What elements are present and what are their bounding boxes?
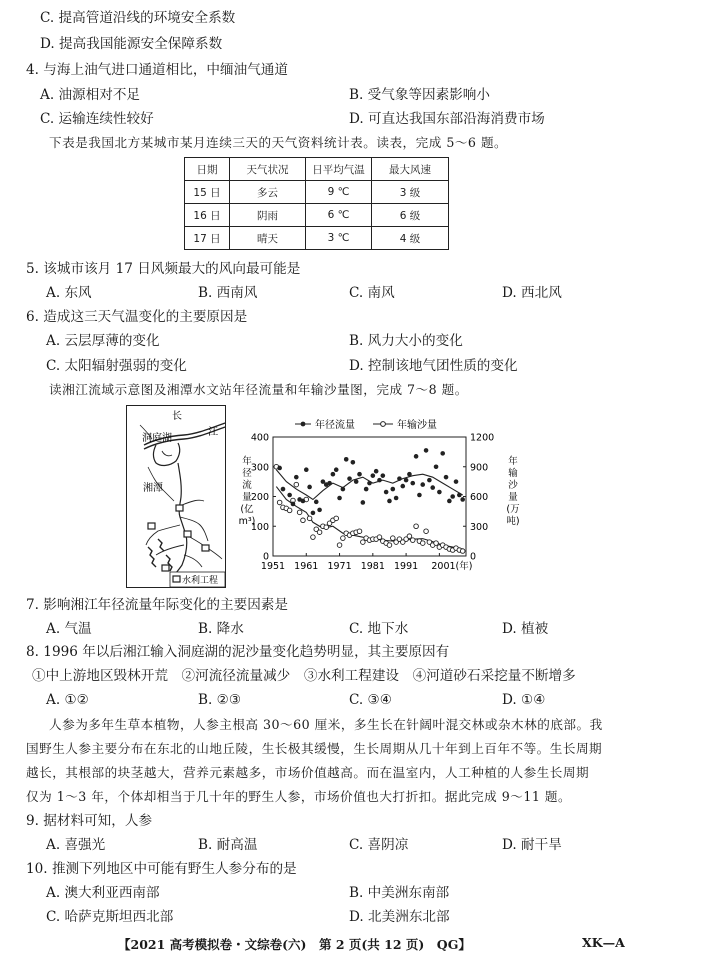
q4-option-b: B. 受气象等因素影响小 (349, 87, 490, 103)
q5-stem: 5. 该城市该月 17 日风频最大的风向最可能是 (26, 261, 301, 277)
runoff-point (347, 476, 352, 481)
runoff-point (374, 469, 379, 474)
x-tick-label: 1971 (327, 561, 352, 572)
runoff-point (397, 476, 402, 481)
map-label-chang: 长 (172, 411, 182, 422)
intro-5-6: 下表是我国北方某城市某月连续三天的天气资料统计表。读表，完成 5～6 题。 (49, 135, 508, 150)
sediment-point (324, 525, 329, 530)
q5-option-a: A. 东风 (46, 285, 92, 301)
legend-marker-sediment (381, 422, 386, 427)
runoff-point (277, 466, 282, 471)
runoff-point (424, 448, 429, 453)
table-cell: 阴雨 (230, 204, 306, 227)
y-right-axis-label: 年输沙量(万吨) (506, 456, 520, 527)
runoff-point (387, 499, 392, 504)
xiangjiang-basin-map (126, 405, 226, 588)
material-paragraph-line: 人参为多年生草本植物，人参主根高 30～60 厘米，多生长在针阔叶混交林或杂木林的底部。我 (49, 717, 603, 732)
runoff-point (301, 499, 306, 504)
runoff-point (291, 502, 296, 507)
footer-code: XK—A (582, 935, 625, 950)
runoff-point (307, 485, 312, 490)
q10-stem: 10. 推测下列地区中可能有野生人参分布的是 (26, 861, 297, 877)
table-cell: 16 日 (185, 204, 230, 227)
runoff-point (341, 487, 346, 492)
q7-option-a: A. 气温 (46, 621, 92, 637)
runoff-point (367, 481, 372, 486)
runoff-point (327, 481, 332, 486)
q3-option-d: D. 提高我国能源安全保障系数 (40, 36, 223, 52)
runoff-point (371, 473, 376, 478)
runoff-sediment-chart (233, 412, 520, 582)
q9-option-a: A. 喜强光 (46, 837, 106, 853)
y-left-tick-label: 200 (250, 492, 269, 503)
table-cell: 3 级 (372, 181, 449, 204)
legend-marker-runoff (301, 422, 306, 427)
map-label-dongting: 洞庭湖 (142, 433, 172, 444)
table-cell: 6 级 (372, 204, 449, 227)
runoff-point (404, 478, 409, 483)
material-paragraph-line: 仅为 1～3 年，个体却相当于几十年的野生人参，市场价值也大打折扣。据此完成 9～11 题。 (26, 789, 572, 804)
q8-option-c: C. ③④ (349, 692, 392, 708)
q4-option-c: C. 运输连续性较好 (40, 111, 154, 127)
runoff-point (447, 499, 452, 504)
q6-option-b: B. 风力大小的变化 (349, 333, 463, 349)
material-paragraph-line: 国野生人参主要分布在东北的山地丘陵，生长极其缓慢，生长周期从几十年到上百年不等。生长周期 (26, 741, 603, 756)
runoff-point (410, 481, 415, 486)
sediment-point (361, 540, 366, 545)
q9-option-c: C. 喜阴凉 (349, 837, 409, 853)
legend-label-runoff: 年径流量 (315, 420, 355, 431)
runoff-point (304, 467, 309, 472)
sediment-point (460, 549, 465, 554)
dam-icon (202, 545, 209, 551)
x-tick-label: 1961 (294, 561, 319, 572)
y-left-tick-label: 300 (250, 462, 269, 474)
table-cell: 15 日 (185, 181, 230, 204)
y-right-tick-label: 900 (470, 462, 489, 474)
runoff-point (317, 508, 322, 513)
x-tick-label: 2001(年) (431, 561, 473, 572)
q4-option-d: D. 可直达我国东部沿海消费市场 (349, 111, 545, 127)
runoff-point (414, 454, 419, 459)
dam-icon (148, 523, 155, 529)
x-tick-label: 1981 (360, 561, 385, 572)
q8-stem: 8. 1996 年以后湘江输入洞庭湖的泥沙量变化趋势明显，其主要原因有 (26, 644, 450, 660)
table-cell: 9 ℃ (306, 181, 372, 204)
table-row (185, 181, 449, 204)
sediment-point (311, 535, 316, 540)
dam-icon (176, 505, 183, 511)
sediment-point (341, 536, 346, 541)
map-legend-label: 水利工程 (182, 576, 219, 586)
q10-option-a: A. 澳大利亚西南部 (46, 885, 160, 901)
sediment-point (377, 535, 382, 540)
runoff-point (351, 460, 356, 465)
runoff-point (407, 472, 412, 477)
runoff-point (337, 496, 342, 501)
runoff-point (460, 497, 465, 502)
q10-option-b: B. 中美洲东南部 (349, 885, 450, 901)
q6-option-c: C. 太阳辐射强弱的变化 (46, 358, 187, 374)
q6-stem: 6. 造成这三天气温变化的主要原因是 (26, 309, 248, 325)
table-row (185, 227, 449, 250)
runoff-point (390, 487, 395, 492)
runoff-point (361, 500, 366, 505)
sediment-point (297, 510, 302, 515)
legend-label-sediment: 年输沙量 (397, 420, 437, 431)
q10-option-d: D. 北美洲东北部 (349, 909, 450, 925)
runoff-point (381, 473, 386, 478)
table-header-cell: 天气状况 (230, 158, 306, 181)
sediment-point (337, 543, 342, 548)
sediment-point (357, 529, 362, 534)
q7-stem: 7. 影响湘江年径流量年际变化的主要因素是 (26, 597, 288, 613)
sediment-point (420, 541, 425, 546)
sediment-point (294, 482, 299, 487)
runoff-point (437, 490, 442, 495)
dam-icon (184, 531, 191, 537)
table-header-cell: 日平均气温 (306, 158, 372, 181)
sediment-point (387, 543, 392, 548)
y-left-tick-label: 0 (262, 551, 269, 563)
q3-option-c: C. 提高管道沿线的环境安全系数 (40, 10, 236, 26)
q4-option-a: A. 油源相对不足 (40, 87, 141, 103)
q7-option-d: D. 植被 (502, 621, 549, 637)
q5-option-d: D. 西北风 (502, 285, 562, 301)
runoff-point (281, 487, 286, 492)
table-cell: 4 级 (372, 227, 449, 250)
runoff-point (354, 479, 359, 484)
runoff-point (384, 490, 389, 495)
q5-option-b: B. 西南风 (198, 285, 258, 301)
sediment-point (307, 516, 312, 521)
table-cell: 晴天 (230, 227, 306, 250)
q7-option-b: B. 降水 (198, 621, 244, 637)
runoff-point (434, 464, 439, 469)
intro-7-8: 读湘江流域示意图及湘潭水文站年径流量和年输沙量图，完成 7～8 题。 (49, 382, 468, 397)
runoff-point (344, 457, 349, 462)
y-left-axis-label: 年径流量(亿 m³) (238, 456, 256, 527)
footer-exam-title: 【2021 高考模拟卷・文综卷(六) 第 2 页(共 12 页) QG】 (118, 937, 471, 952)
sediment-point (407, 534, 412, 539)
runoff-point (311, 511, 316, 516)
weather-table (184, 157, 449, 250)
runoff-point (364, 487, 369, 492)
runoff-point (357, 472, 362, 477)
runoff-point (440, 451, 445, 456)
x-tick-label: 1991 (394, 561, 419, 572)
dam-icon (162, 565, 169, 571)
table-cell: 17 日 (185, 227, 230, 250)
map-label-xiangtan: 湘潭 (143, 483, 163, 494)
x-tick-label: 1951 (260, 561, 286, 572)
sediment-point (414, 524, 419, 529)
q8-statements: ①中上游地区毁林开荒 ②河流径流量减少 ③水利工程建设 ④河道砂石采挖量不断增多 (32, 668, 576, 684)
table-row (185, 204, 449, 227)
sediment-point (410, 538, 415, 543)
q9-stem: 9. 据材料可知，人参 (26, 813, 153, 829)
y-right-tick-label: 1200 (470, 432, 495, 444)
q4-stem: 4. 与海上油气进口通道相比，中缅油气通道 (26, 62, 288, 78)
material-paragraph-line: 越长，其根部的块茎越大，营养元素越多，市场价值越高。而在温室内，人工种植的人参生长周期 (26, 765, 590, 780)
runoff-point (400, 484, 405, 489)
y-right-tick-label: 600 (470, 492, 489, 503)
sediment-point (287, 508, 292, 513)
runoff-point (331, 472, 336, 477)
table-cell: 6 ℃ (306, 204, 372, 227)
runoff-point (430, 485, 435, 490)
sediment-point (277, 500, 282, 505)
runoff-point (444, 475, 449, 480)
runoff-point (450, 494, 455, 499)
y-left-tick-label: 400 (250, 432, 269, 444)
runoff-point (334, 467, 339, 472)
dam-icon (173, 576, 180, 582)
runoff-point (314, 500, 319, 505)
y-left-tick-label: 100 (250, 521, 269, 533)
runoff-point (457, 493, 462, 498)
sediment-point (301, 518, 306, 523)
runoff-point (417, 493, 422, 498)
runoff-point (454, 479, 459, 484)
sediment-point (390, 536, 395, 541)
sediment-point (334, 516, 339, 521)
map-label-jiang: 江 (208, 427, 218, 438)
runoff-point (294, 475, 299, 480)
sediment-point (317, 530, 322, 535)
q8-option-d: D. ①④ (502, 692, 546, 708)
q6-option-a: A. 云层厚薄的变化 (46, 333, 160, 349)
table-cell: 3 ℃ (306, 227, 372, 250)
table-header-row (185, 158, 449, 181)
q8-option-a: A. ①② (46, 692, 89, 708)
q5-option-c: C. 南风 (349, 285, 395, 301)
runoff-point (427, 478, 432, 483)
q6-option-d: D. 控制该地气团性质的变化 (349, 358, 518, 374)
runoff-point (377, 478, 382, 483)
q8-option-b: B. ②③ (198, 692, 242, 708)
runoff-point (394, 496, 399, 501)
y-right-tick-label: 0 (470, 551, 477, 563)
y-right-tick-label: 300 (470, 521, 489, 533)
runoff-point (420, 482, 425, 487)
q9-option-d: D. 耐干旱 (502, 837, 562, 853)
table-header-cell: 最大风速 (372, 158, 449, 181)
table-header-cell: 日期 (185, 158, 230, 181)
q9-option-b: B. 耐高温 (198, 837, 258, 853)
runoff-point (287, 493, 292, 498)
q7-option-c: C. 地下水 (349, 621, 409, 637)
table-cell: 多云 (230, 181, 306, 204)
sediment-point (434, 541, 439, 546)
q10-option-c: C. 哈萨克斯坦西北部 (46, 909, 174, 925)
sediment-point (424, 529, 429, 534)
